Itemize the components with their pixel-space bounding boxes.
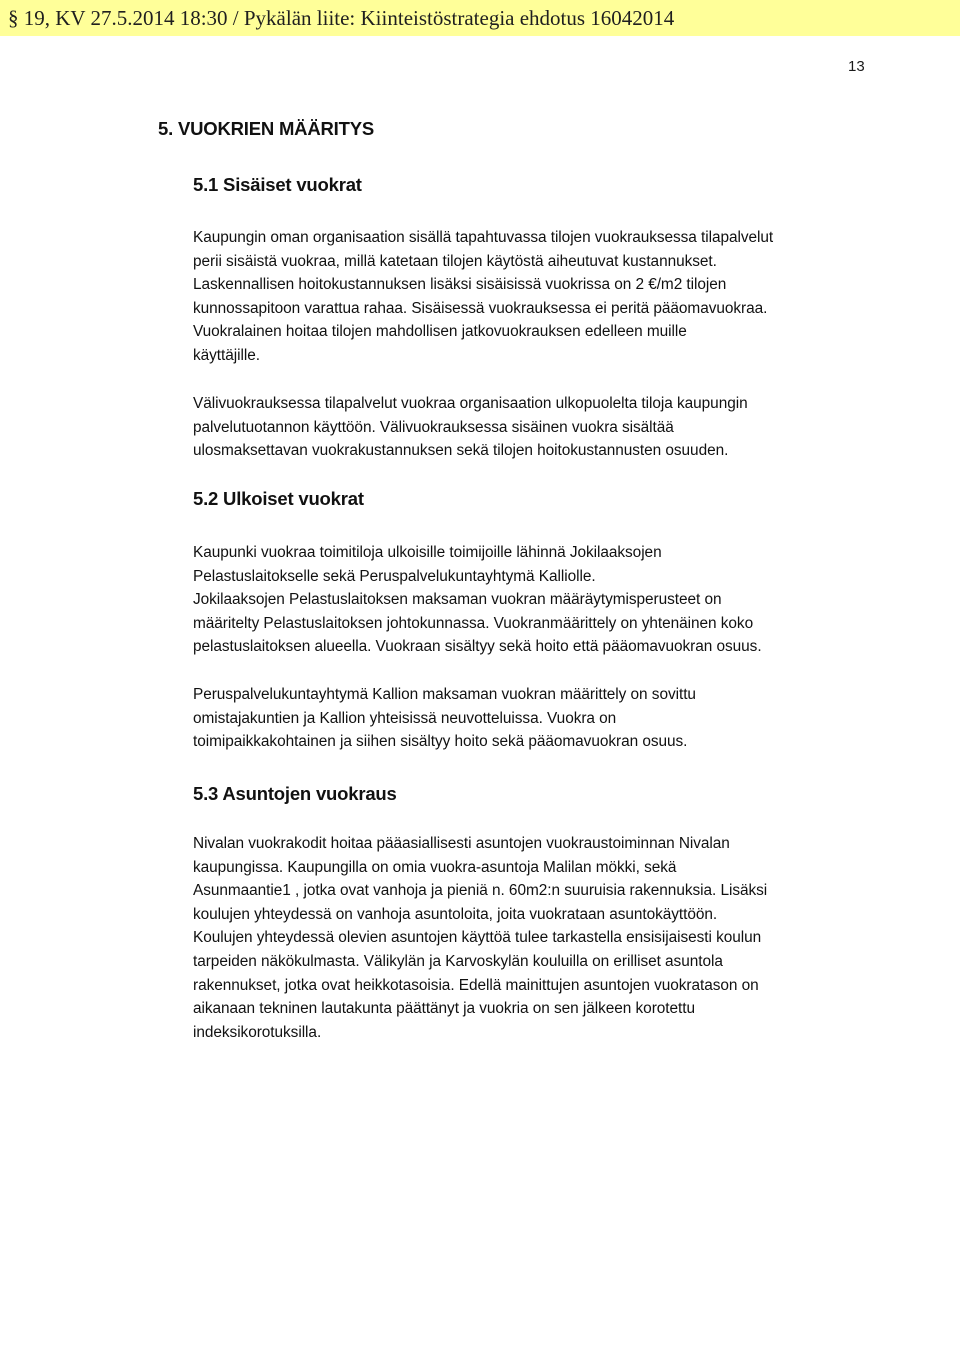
text-line: käyttäjille. — [193, 346, 260, 364]
document-header-text: § 19, KV 27.5.2014 18:30 / Pykälän liite: Kiinteistöstrategia ehdotus 16042014 — [8, 6, 675, 30]
text-line: Peruspalvelukuntayhtymä Kallion maksaman vuokran määrittely on sovittu — [193, 686, 696, 703]
text-line: Nivalan vuokrakodit hoitaa pääasiallisesti asuntojen vuokraustoiminnan Nivalan — [193, 835, 730, 852]
section-5-1-heading: 5.1 Sisäiset vuokrat — [193, 174, 362, 195]
text-line: indeksikorotuksilla. — [193, 1023, 322, 1041]
text-line: Kaupungin oman organisaation sisällä tapahtuvassa tilojen vuokrauksessa tilapalvelut — [193, 229, 774, 246]
text-line: koulujen yhteydessä on vanhoja asuntoloita, joita vuokrataan asuntokäyttöön. — [193, 905, 718, 923]
document-header-bar — [0, 0, 960, 36]
section-5-1-paragraph-1 — [193, 226, 913, 368]
section-5-1-paragraph-2 — [193, 392, 913, 463]
section-5-3-heading: 5.3 Asuntojen vuokraus — [193, 783, 397, 804]
section-5-3-paragraph-1 — [193, 832, 913, 1044]
section-5-2-heading: 5.2 Ulkoiset vuokrat — [193, 488, 364, 509]
text-line: määritelty Pelastuslaitoksen johtokunnassa. Vuokranmäärittely on yhtenäinen koko — [193, 614, 754, 632]
text-line: Välivuokrauksessa tilapalvelut vuokraa organisaation ulkopuolelta tiloja kaupungin — [193, 395, 748, 412]
section-5-2-paragraph-2 — [193, 683, 913, 754]
text-line: Asunmaantie1 , jotka ovat vanhoja ja pieniä n. 60m2:n suuruisia rakennuksia. Lisäksi — [193, 882, 768, 900]
text-line: Koulujen yhteydessä olevien asuntojen käyttöä tulee tarkastella ensisijaisesti koulun — [193, 929, 762, 947]
text-line: perii sisäistä vuokraa, millä katetaan tilojen käytöstä aiheutuvat kustannukset. — [193, 252, 717, 270]
text-line: palvelutuotannon käyttöön. Välivuokrauksessa sisäinen vuokra sisältää — [193, 418, 674, 436]
text-line: pelastuslaitoksen alueella. Vuokraan sisältyy sekä hoito että pääomavuokran osuus. — [193, 638, 762, 656]
text-line: kaupungissa. Kaupungilla on omia vuokra-asuntoja Malilan mökki, sekä — [193, 858, 677, 876]
text-line: toimipaikkakohtainen ja siihen sisältyy hoito sekä pääomavuokran osuus. — [193, 733, 688, 751]
text-line: rakennukset, jotka ovat heikkotasoisia. Edellä mainittujen asuntojen vuokratason on — [193, 976, 759, 994]
text-line: omistajakuntien ja Kallion yhteisissä neuvotteluissa. Vuokra on — [193, 709, 617, 727]
text-line: tarpeiden näkökulmasta. Välikylän ja Karvoskylän kouluilla on erilliset asuntola — [193, 952, 723, 970]
main-heading: 5. VUOKRIEN MÄÄRITYS — [158, 118, 374, 139]
text-line: aikanaan tekninen lautakunta päättänyt ja vuokria on sen jälkeen korotettu — [193, 1000, 695, 1018]
text-line: ulosmaksettavan vuokrakustannuksen sekä tilojen hoitokustannusten osuuden. — [193, 442, 729, 460]
text-line: Laskennallisen hoitokustannuksen lisäksi sisäisissä vuokrissa on 2 €/m2 tilojen — [193, 276, 727, 294]
text-line: Jokilaaksojen Pelastuslaitoksen maksaman vuokran määräytymisperusteet on — [193, 591, 722, 609]
page-number: 13 — [848, 58, 865, 75]
text-line: Pelastuslaitokselle sekä Peruspalvelukuntayhtymä Kalliolle. — [193, 567, 596, 585]
text-line: Kaupunki vuokraa toimitiloja ulkoisille toimijoille lähinnä Jokilaaksojen — [193, 544, 662, 561]
section-5-2-paragraph-1 — [193, 541, 913, 659]
text-line: kunnossapitoon varattua rahaa. Sisäisessä vuokrauksessa ei peritä pääomavuokraa. — [193, 299, 768, 317]
text-line: Vuokralainen hoitaa tilojen mahdollisen jatkovuokrauksen edelleen muille — [193, 323, 687, 341]
